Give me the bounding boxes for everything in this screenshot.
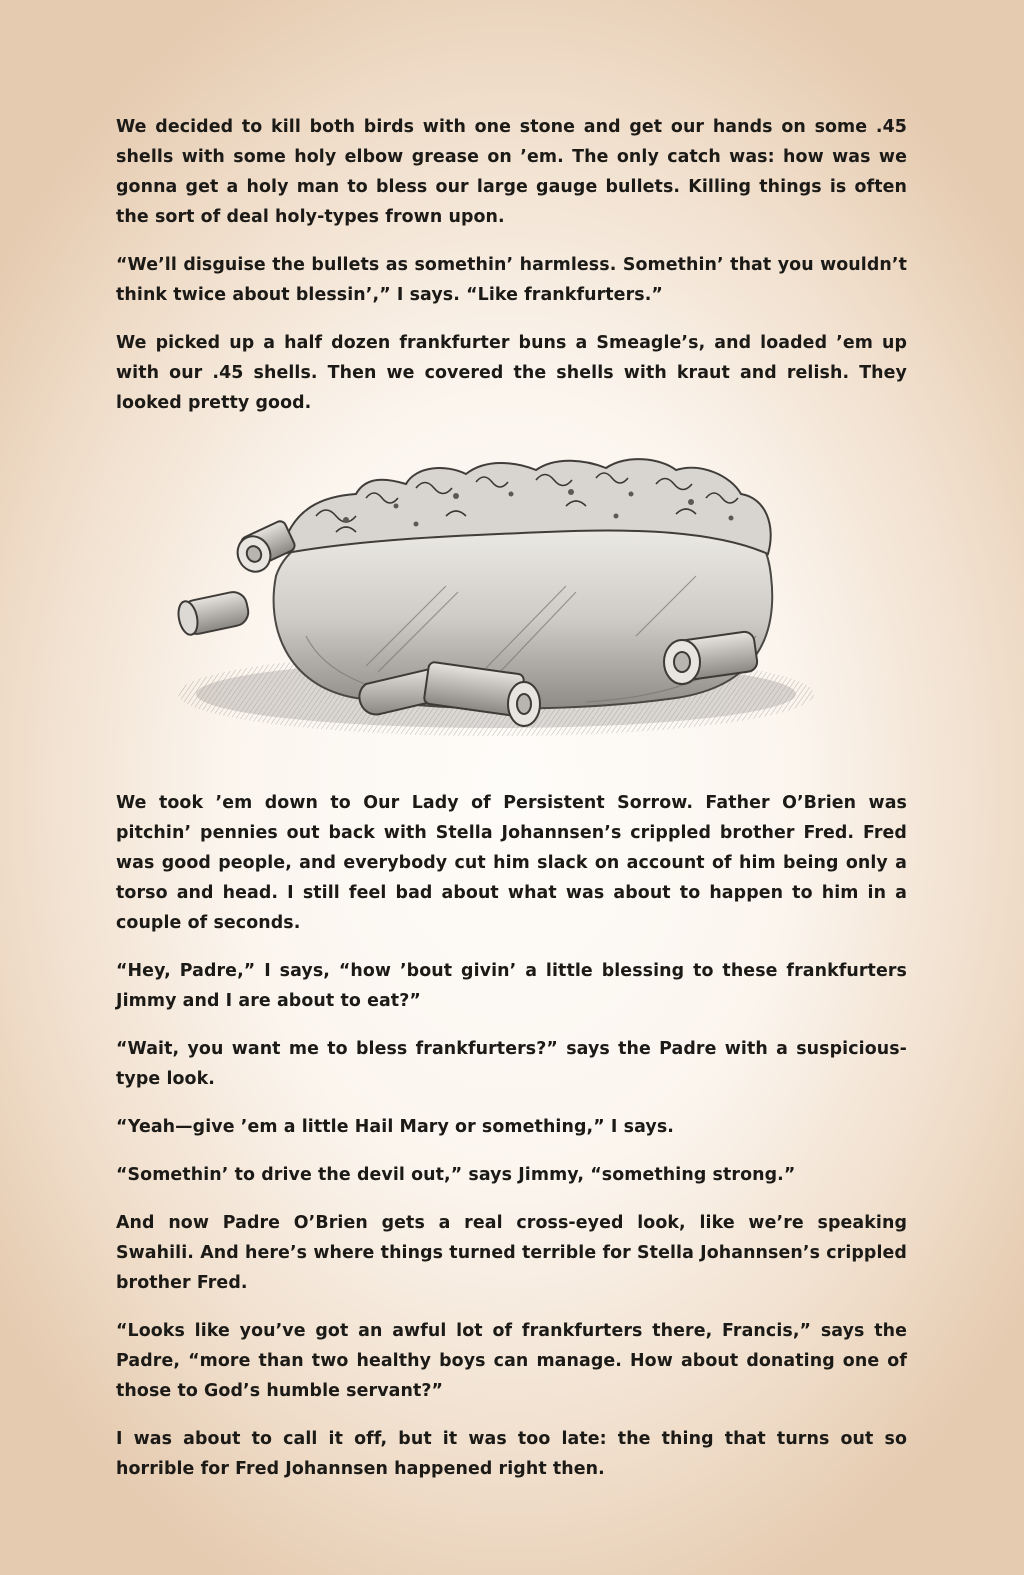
paragraph: “Wait, you want me to bless frankfurters?” says the Padre with a suspicious-type look. [116, 1039, 907, 1089]
paragraph: “Looks like you’ve got an awful lot of frankfurters there, Francis,” says the Padre, “more than two healthy boys can manage. How about donating one of those to God’s humble servant?” [116, 1321, 907, 1401]
paragraph: “Hey, Padre,” I says, “how ’bout givin’ a little blessing to these frankfurters Jimmy and I are about to eat?” [116, 961, 907, 1011]
paragraph: We took ’em down to Our Lady of Persistent Sorrow. Father O’Brien was pitchin’ pennies out back with Stella Johannsen’s crippled brother Fred. Fred was good people, and everybody cut him slack on account of him being only a torso and head. I still feel bad about what was about to happen to him in a couple of seconds. [116, 793, 907, 933]
hotdog-bullets-illustration [116, 436, 907, 788]
paragraph: “Yeah—give ’em a little Hail Mary or something,” I says. [116, 1117, 674, 1137]
paragraph: We picked up a half dozen frankfurter buns a Smeagle’s, and loaded ’em up with our .45 shells. Then we covered the shells with kraut and relish. They looked pretty good. [116, 333, 907, 413]
paragraph: I was about to call it off, but it was too late: the thing that turns out so horrible for Fred Johannsen happened right then. [116, 1429, 907, 1479]
paragraph: And now Padre O’Brien gets a real cross-eyed look, like we’re speaking Swahili. And here’s where things turned terrible for Stella Johannsen’s crippled brother Fred. [116, 1213, 907, 1293]
page-body [116, 112, 907, 1502]
paragraph: “Somethin’ to drive the devil out,” says Jimmy, “something strong.” [116, 1165, 796, 1185]
paragraph: We decided to kill both birds with one stone and get our hands on some .45 shells with some holy elbow grease on ’em. The only catch was: how was we gonna get a holy man to bless our large gauge bullets. Killing things is often the sort of deal holy-types frown upon. [116, 117, 907, 227]
paragraph: “We’ll disguise the bullets as somethin’ harmless. Somethin’ that you wouldn’t think twice about blessin’,” I says. “Like frankfurters.” [116, 255, 907, 305]
